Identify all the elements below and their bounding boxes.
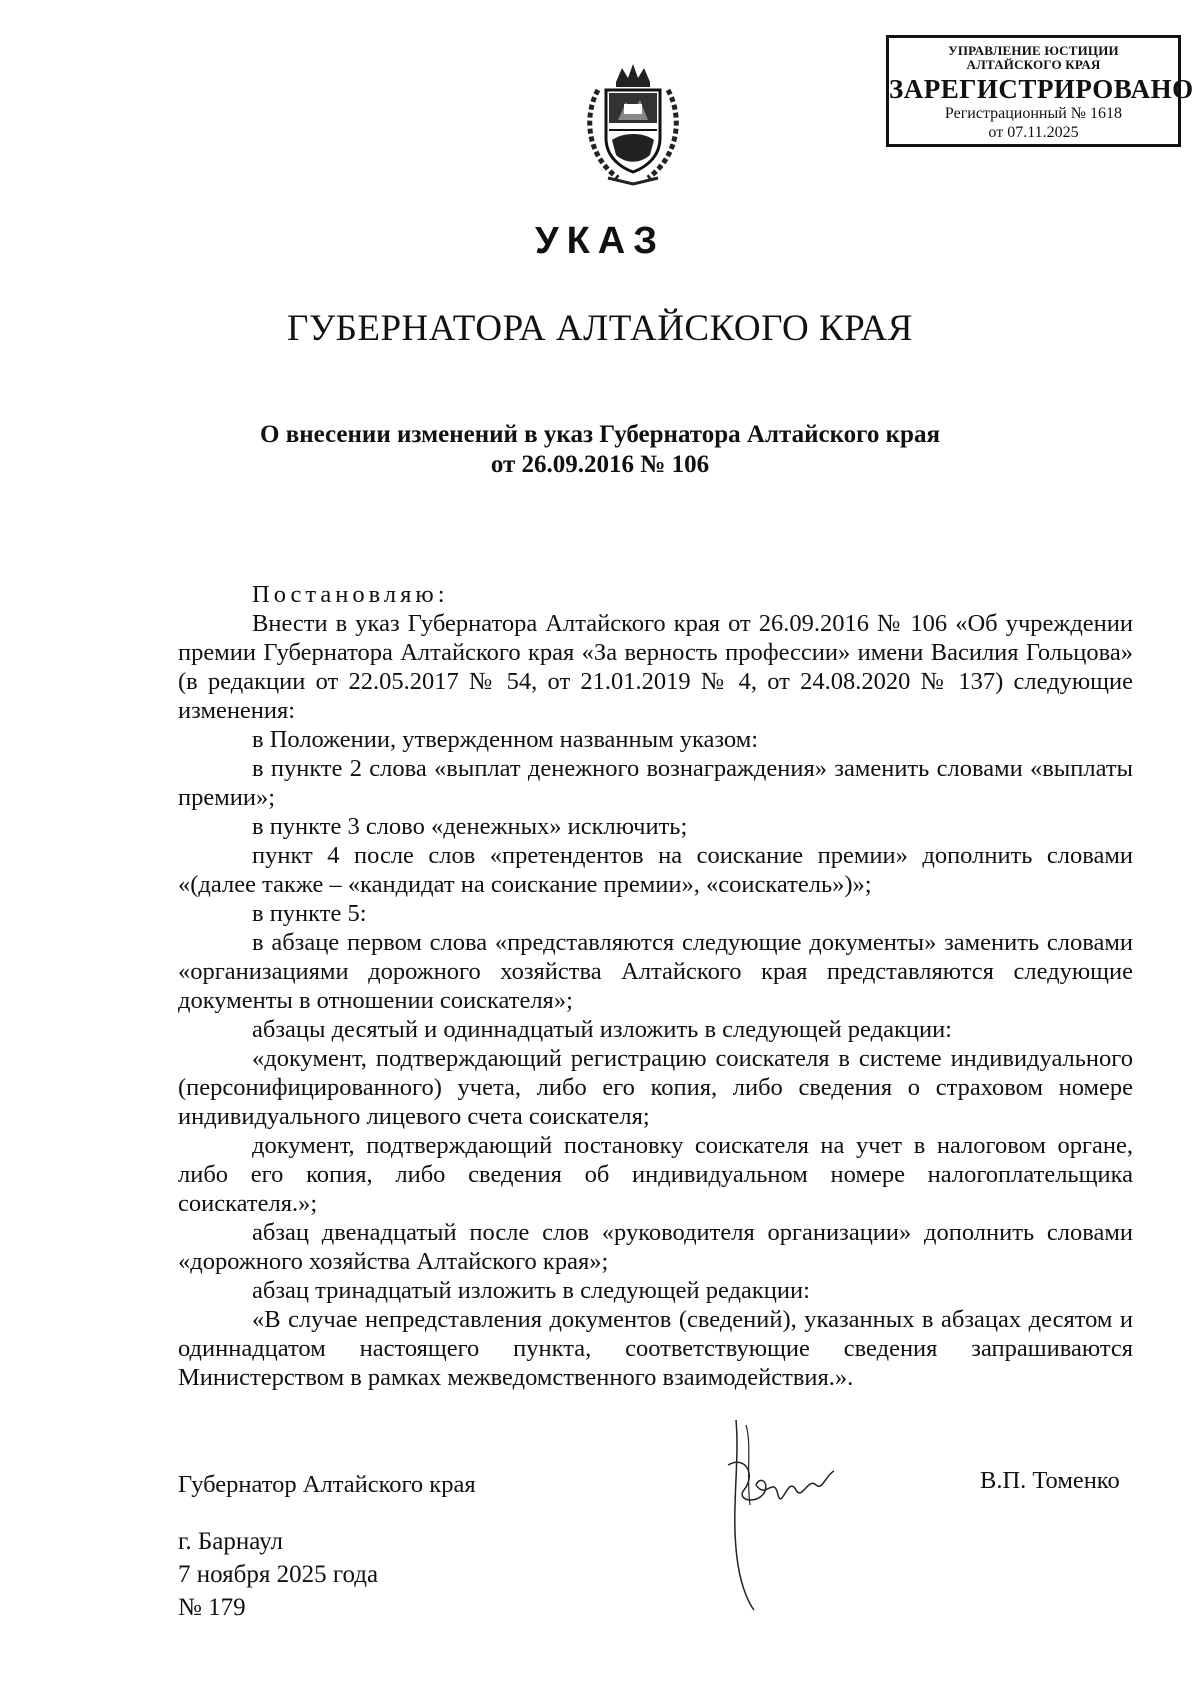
stamp-org-line2: АЛТАЙСКОГО КРАЯ: [966, 57, 1101, 72]
handwritten-signature: [716, 1405, 846, 1615]
signer-name: В.П. Томенко: [980, 1467, 1120, 1494]
body-paragraph: абзацы десятый и одиннадцатый изложить в следующей редакции:: [252, 1016, 952, 1043]
body-paragraph: в пункте 2 слова «выплат денежного вознаграждения» заменить словами «выплаты премии»;: [178, 755, 1133, 811]
stamp-org-line1: УПРАВЛЕНИЕ ЮСТИЦИИ: [948, 43, 1119, 58]
body-paragraph: Внести в указ Губернатора Алтайского края от 26.09.2016 № 106 «Об учреждении премии Губернатора Алтайского края «За верность профессии» имени Василия Гольцова» (в редакции от 22.05.2017 № 54, от 21.01.2019 № 4, от 24.08.2020 № 137) следующие изменения:: [178, 610, 1133, 724]
body-paragraph: абзац тринадцатый изложить в следующей редакции:: [252, 1277, 810, 1304]
issue-date: 7 ноября 2025 года: [178, 1561, 379, 1588]
body-paragraph: в пункте 3 слово «денежных» исключить;: [252, 813, 688, 840]
document-type-title: УКАЗ: [534, 220, 666, 262]
body-paragraph: в абзаце первом слова «представляются следующие документы» заменить словами «организациями дорожного хозяйства Алтайского края представляются следующие документы в отношении соискателя»;: [178, 929, 1133, 1014]
issue-city: г. Барнаул: [178, 1528, 283, 1555]
subject-line-1: О внесении изменений в указ Губернатора Алтайского края: [260, 421, 940, 448]
body-paragraph: документ, подтверждающий постановку соискателя на учет в налоговом органе, либо его копия, либо сведения об индивидуальном номере налогоплательщика соискателя.»;: [178, 1132, 1133, 1217]
registration-stamp: [886, 35, 1194, 147]
body-paragraph: «В случае непредставления документов (сведений), указанных в абзацах десятом и одиннадцатом настоящего пункта, соответствующие сведения запрашиваются Министерством в рамках межведомственного взаимодействия.».: [178, 1306, 1133, 1391]
body-paragraph: Постановляю:: [252, 581, 449, 608]
subject-line-2: от 26.09.2016 № 106: [490, 451, 710, 478]
body-paragraph: пункт 4 после слов «претендентов на соискание премии» дополнить словами «(далее также – «кандидат на соискание премии», «соискатель»)»;: [178, 842, 1133, 898]
body-paragraph: в Положении, утвержденном названным указом:: [252, 726, 759, 753]
decree-footer: [178, 1525, 378, 1624]
stamp-reg-date: от 07.11.2025: [988, 124, 1079, 141]
decree-body: [178, 580, 1133, 1392]
stamp-reg-number: Регистрационный № 1618: [944, 105, 1123, 122]
body-paragraph: в пункте 5:: [252, 900, 367, 927]
decree-number: № 179: [178, 1594, 246, 1621]
stamp-status: ЗАРЕГИСТРИРОВАНО: [889, 74, 1194, 104]
body-paragraph: абзац двенадцатый после слов «руководителя организации» дополнить словами «дорожного хозяйства Алтайского края»;: [178, 1219, 1133, 1275]
issuer-title: ГУБЕРНАТОРА АЛТАЙСКОГО КРАЯ: [287, 308, 913, 349]
altai-coat-of-arms-icon: [578, 60, 688, 190]
signer-position: Губернатор Алтайского края: [178, 1471, 476, 1498]
body-paragraph: «документ, подтверждающий регистрацию соискателя в системе индивидуального (персонифицированного) учета, либо его копия, либо сведения о страховом номере индивидуального лицевого счета соискателя;: [178, 1045, 1133, 1130]
decree-subject: [150, 420, 1050, 480]
